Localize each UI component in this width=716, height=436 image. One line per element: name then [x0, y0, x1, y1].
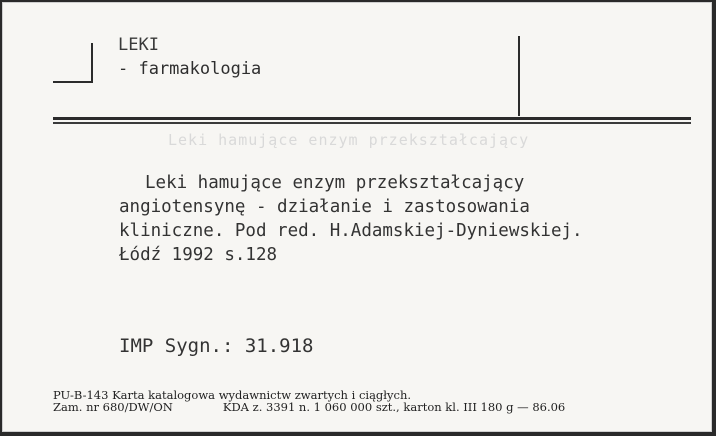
header-rule-top — [53, 117, 691, 120]
subject-subheading: - farmakologia — [118, 59, 262, 79]
bibliographic-description — [119, 171, 583, 267]
footer-print-info: KDA z. 3391 n. 1 060 000 szt., karton kl. III 180 g — 86.06 — [222, 400, 566, 414]
card-footer — [53, 389, 565, 413]
description-line: kliniczne. Pod red. H.Adamskiej-Dyniewskiej. — [119, 221, 583, 241]
subject-heading: LEKI — [118, 35, 159, 55]
show-through-text: Leki hamujące enzym przekształcający — [168, 131, 530, 149]
description-line: Leki hamujące enzym przekształcający — [145, 173, 525, 193]
catalog-card — [2, 2, 712, 432]
footer-order-number: Zam. nr 680/DW/ON — [53, 400, 173, 414]
call-number — [119, 335, 313, 357]
corner-mark-horizontal — [53, 81, 93, 83]
footer-line-1: PU-B-143 Karta katalogowa wydawnictw zwartych i ciągłych. — [53, 388, 412, 402]
description-line: Łódź 1992 s.128 — [119, 245, 278, 265]
call-number-value: 31.918 — [244, 335, 314, 357]
description-line: angiotensynę - działanie i zastosowania — [119, 197, 530, 217]
corner-mark-vertical — [91, 43, 93, 83]
call-number-label: IMP Sygn.: — [119, 335, 234, 357]
header-rule-bottom — [53, 122, 691, 124]
header-divider-vertical — [518, 36, 520, 116]
